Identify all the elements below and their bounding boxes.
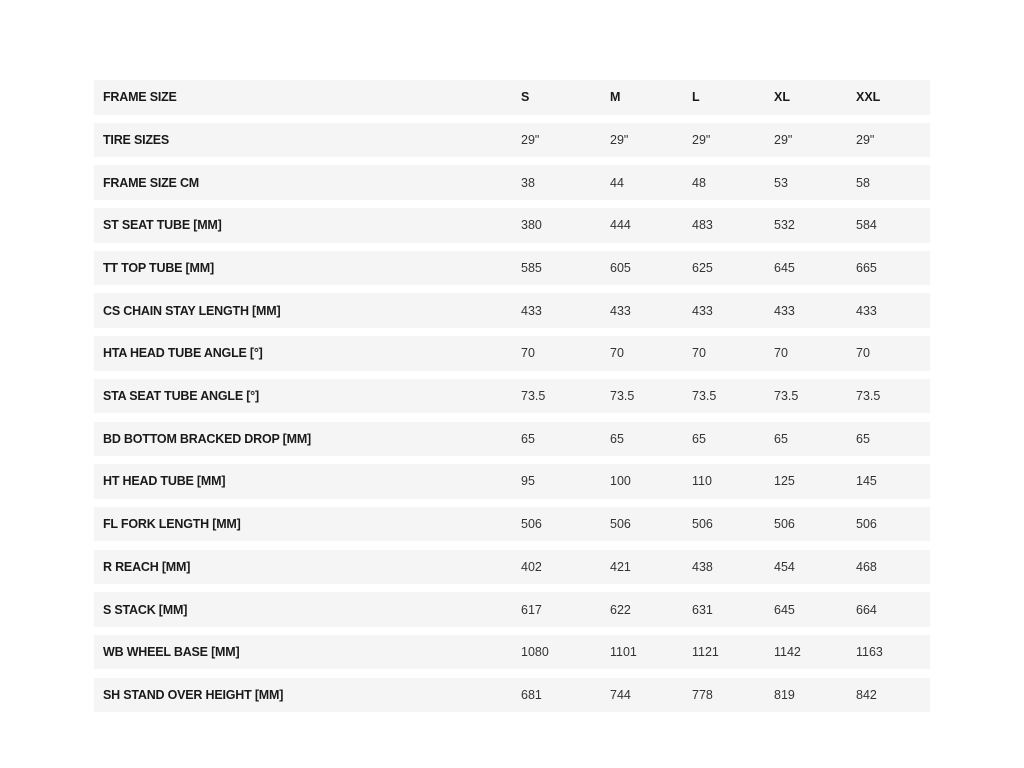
table-row	[94, 507, 930, 542]
row-label: SH STAND OVER HEIGHT [MM]	[103, 687, 284, 702]
row-value: 70	[521, 346, 535, 361]
row-value: 38	[521, 175, 535, 190]
row-value: 73.5	[774, 389, 799, 404]
row-label: HT HEAD TUBE [MM]	[103, 474, 226, 489]
row-value: 433	[692, 303, 713, 318]
row-value: 468	[856, 559, 877, 574]
row-value: 29"	[856, 132, 875, 147]
row-label: CS CHAIN STAY LENGTH [MM]	[103, 303, 281, 318]
row-value: 631	[692, 602, 713, 617]
row-value: 29"	[774, 132, 793, 147]
row-value: 44	[610, 175, 624, 190]
row-value: 95	[521, 474, 535, 489]
table-row	[94, 251, 930, 286]
table-row	[94, 379, 930, 414]
row-value: 402	[521, 559, 542, 574]
row-value: 842	[856, 687, 877, 702]
row-value: 506	[521, 517, 542, 532]
table-row	[94, 422, 930, 457]
row-value: 506	[610, 517, 631, 532]
row-label: ST SEAT TUBE [MM]	[103, 218, 222, 233]
row-label: TIRE SIZES	[103, 132, 170, 147]
row-value: 29"	[692, 132, 711, 147]
header-size-xl: XL	[774, 90, 790, 105]
geometry-table	[94, 80, 930, 712]
row-value: 70	[856, 346, 870, 361]
row-value: 483	[692, 218, 713, 233]
row-value: 1142	[774, 645, 801, 660]
row-value: 506	[692, 517, 713, 532]
row-value: 819	[774, 687, 795, 702]
row-value: 70	[692, 346, 706, 361]
row-value: 532	[774, 218, 795, 233]
header-size-l: L	[692, 90, 700, 105]
row-value: 506	[856, 517, 877, 532]
row-value: 125	[774, 474, 795, 489]
header-size-xxl: XXL	[856, 90, 881, 105]
table-row	[94, 208, 930, 243]
row-value: 53	[774, 175, 788, 190]
row-value: 380	[521, 218, 542, 233]
row-value: 145	[856, 474, 877, 489]
table-row	[94, 123, 930, 158]
table-row	[94, 293, 930, 328]
row-value: 605	[610, 261, 631, 275]
row-label: R REACH [MM]	[103, 559, 191, 574]
row-value: 65	[692, 431, 706, 446]
row-value: 100	[610, 474, 631, 489]
header-size-s: S	[521, 90, 530, 105]
row-value: 73.5	[521, 389, 546, 404]
row-value: 622	[610, 602, 631, 617]
row-label: BD BOTTOM BRACKED DROP [MM]	[103, 431, 312, 446]
row-value: 454	[774, 559, 795, 574]
row-value: 73.5	[692, 389, 717, 404]
row-label: FL FORK LENGTH [MM]	[103, 517, 241, 532]
row-value: 664	[856, 602, 877, 617]
table-row	[94, 592, 930, 627]
row-value: 65	[856, 431, 870, 446]
row-value: 48	[692, 175, 706, 190]
row-value: 70	[774, 346, 788, 361]
row-value: 65	[774, 431, 788, 446]
row-value: 29"	[521, 132, 540, 147]
row-value: 29"	[610, 132, 629, 147]
row-value: 73.5	[610, 389, 635, 404]
table-row	[94, 165, 930, 200]
row-value: 444	[610, 218, 631, 233]
row-label: WB WHEEL BASE [MM]	[103, 645, 240, 660]
table-header-row	[94, 80, 930, 115]
row-value: 778	[692, 687, 713, 702]
row-value: 645	[774, 602, 795, 617]
row-value: 1101	[610, 645, 637, 660]
row-value: 433	[521, 303, 542, 318]
row-value: 617	[521, 602, 542, 617]
row-value: 58	[856, 175, 870, 190]
row-value: 110	[692, 474, 712, 489]
row-label: FRAME SIZE CM	[103, 175, 200, 190]
row-label: HTA HEAD TUBE ANGLE [°]	[103, 346, 263, 361]
row-value: 438	[692, 559, 713, 574]
row-value: 681	[521, 687, 542, 702]
table-row	[94, 464, 930, 499]
row-label: STA SEAT TUBE ANGLE [°]	[103, 389, 259, 404]
table-row	[94, 336, 930, 371]
row-value: 65	[521, 431, 535, 446]
header-label: FRAME SIZE	[103, 90, 177, 105]
row-value: 506	[774, 517, 795, 532]
table-row	[94, 678, 930, 713]
row-value: 70	[610, 346, 624, 361]
table-row	[94, 635, 930, 670]
row-value: 433	[856, 303, 877, 318]
row-value: 433	[610, 303, 631, 318]
row-value: 585	[521, 261, 542, 275]
row-value: 433	[774, 303, 795, 318]
table-row	[94, 550, 930, 585]
row-label: S STACK [MM]	[103, 602, 188, 617]
row-label: TT TOP TUBE [MM]	[103, 261, 214, 275]
row-value: 744	[610, 687, 631, 702]
header-size-m: M	[610, 90, 621, 105]
row-value: 421	[610, 559, 631, 574]
row-value: 625	[692, 261, 713, 275]
row-value: 584	[856, 218, 877, 233]
row-value: 1080	[521, 645, 549, 660]
row-value: 73.5	[856, 389, 881, 404]
row-value: 1121	[692, 645, 719, 660]
row-value: 645	[774, 261, 795, 275]
row-value: 1163	[856, 645, 883, 660]
row-value: 665	[856, 261, 877, 275]
row-value: 65	[610, 431, 624, 446]
